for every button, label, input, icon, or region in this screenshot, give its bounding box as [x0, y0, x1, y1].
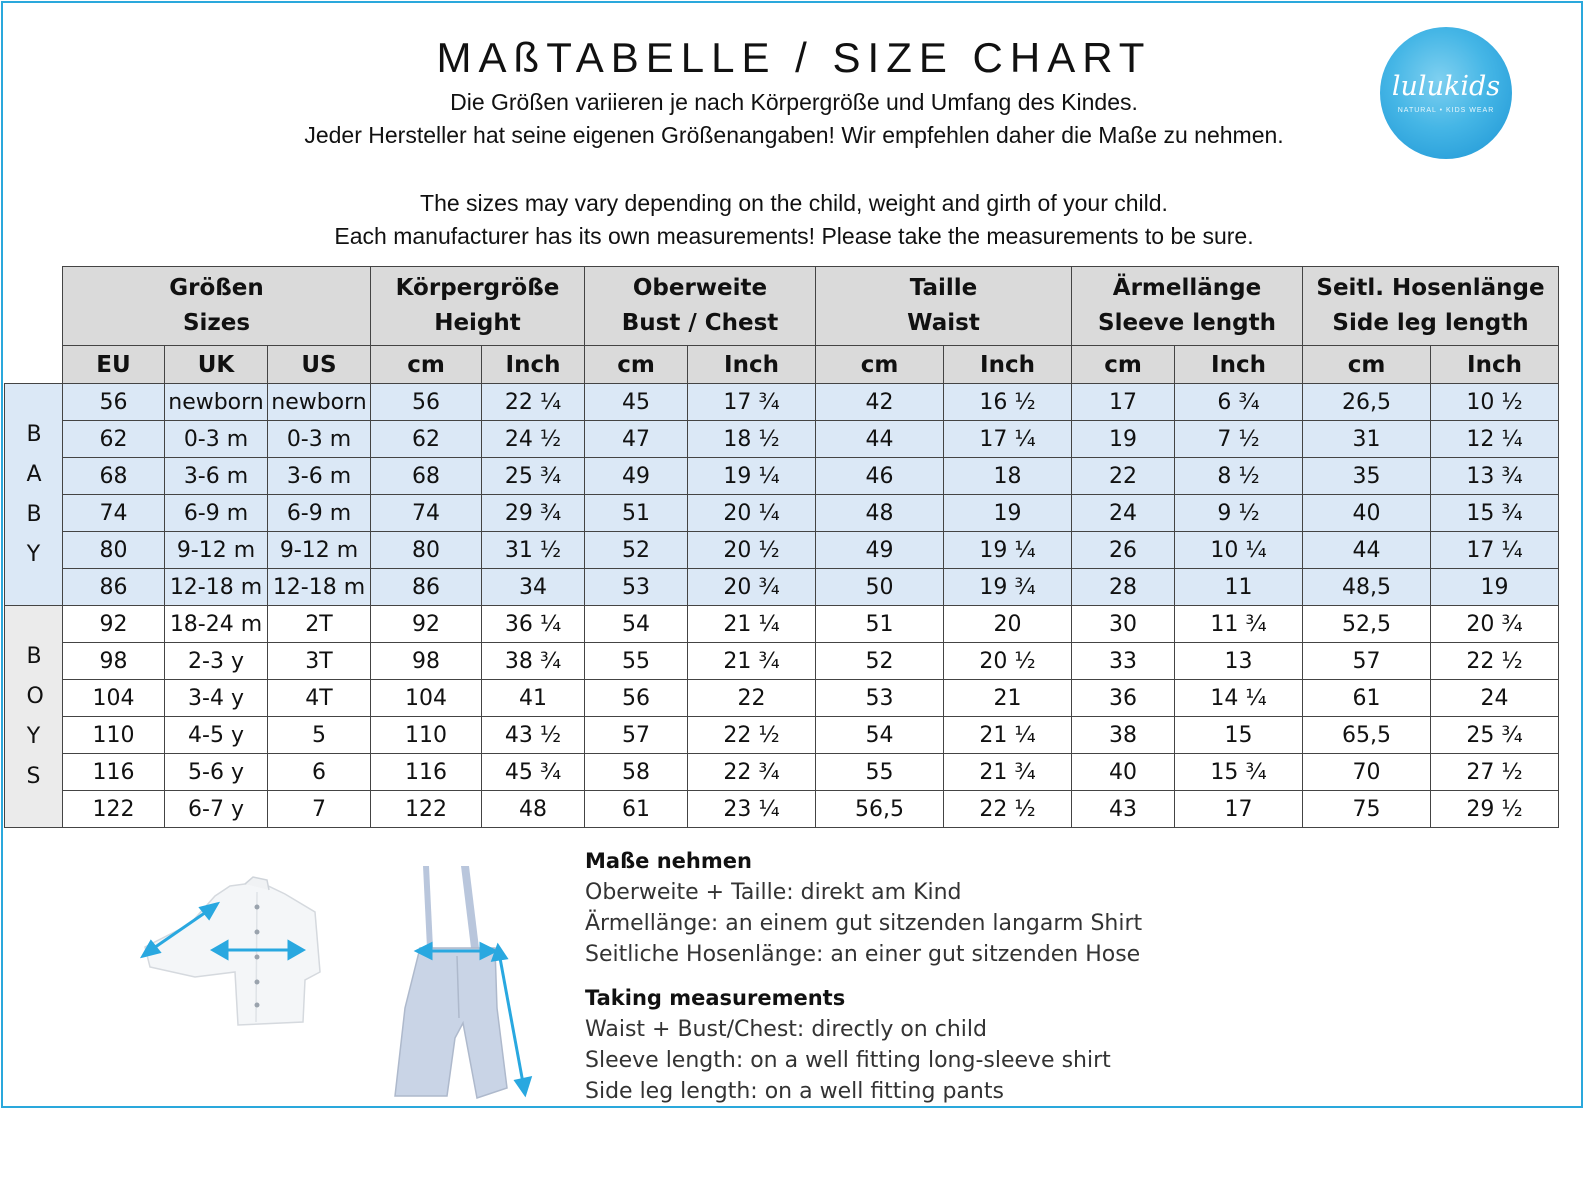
table-cell: 25 ¾ [1431, 717, 1559, 754]
unit-header-cell: UK [165, 346, 268, 384]
german-note-line-1: Die Größen variieren je nach Körpergröße und Umfang des Kindes. [450, 89, 1138, 115]
table-cell: 20 ½ [688, 532, 816, 569]
notes-german-line: Ärmellänge: an einem gut sitzenden langarm Shirt [585, 911, 1143, 936]
table-cell: 110 [371, 717, 482, 754]
table-cell: 27 ½ [1431, 754, 1559, 791]
table-cell: 3-6 m [268, 458, 371, 495]
table-cell: 12-18 m [165, 569, 268, 606]
table-cell: 21 ¾ [944, 754, 1072, 791]
table-cell: 31 ½ [482, 532, 585, 569]
table-cell: 52 [816, 643, 944, 680]
table-cell: 29 ¾ [482, 495, 585, 532]
unit-header-cell: cm [816, 346, 944, 384]
table-cell: 38 [1072, 717, 1175, 754]
unit-header-cell: EU [63, 346, 165, 384]
table-cell: 53 [585, 569, 688, 606]
table-cell: 44 [1303, 532, 1431, 569]
table-cell: 6-7 y [165, 791, 268, 828]
header-waist: Taille Waist [816, 267, 1072, 346]
group-label-text: B O Y S [26, 643, 44, 789]
table-row [5, 421, 1559, 458]
table-cell: 40 [1072, 754, 1175, 791]
header-bust: Oberweite Bust / Chest [585, 267, 816, 346]
table-cell: 38 ¾ [482, 643, 585, 680]
table-cell: 56,5 [816, 791, 944, 828]
table-cell: 33 [1072, 643, 1175, 680]
table-row [5, 532, 1559, 569]
table-cell: 104 [63, 680, 165, 717]
table-cell: 56 [371, 384, 482, 421]
table-cell: 9-12 m [268, 532, 371, 569]
table-cell: 57 [1303, 643, 1431, 680]
table-row [5, 717, 1559, 754]
brand-logo [1380, 27, 1512, 159]
table-cell: 0-3 m [268, 421, 371, 458]
table-cell: 3-4 y [165, 680, 268, 717]
table-cell: 7 [268, 791, 371, 828]
table-cell: 2-3 y [165, 643, 268, 680]
german-note-line-2: Jeder Hersteller hat seine eigenen Größenangaben! Wir empfehlen daher die Maße zu nehmen. [304, 122, 1284, 148]
table-cell: 5-6 y [165, 754, 268, 791]
table-cell: 12-18 m [268, 569, 371, 606]
table-row [5, 458, 1559, 495]
table-cell: 36 ¼ [482, 606, 585, 643]
table-cell: 13 ¾ [1431, 458, 1559, 495]
table-cell: 41 [482, 680, 585, 717]
table-cell: 110 [63, 717, 165, 754]
table-cell: 18 ½ [688, 421, 816, 458]
table-cell: 16 ½ [944, 384, 1072, 421]
table-cell: 80 [371, 532, 482, 569]
table-cell: 4-5 y [165, 717, 268, 754]
notes-english-line: Side leg length: on a well fitting pants [585, 1079, 1004, 1104]
group-label [5, 606, 63, 828]
table-cell: 17 ¼ [944, 421, 1072, 458]
table-cell: 30 [1072, 606, 1175, 643]
table-cell: 29 ½ [1431, 791, 1559, 828]
table-cell: 4T [268, 680, 371, 717]
table-cell: 28 [1072, 569, 1175, 606]
table-cell: 24 [1431, 680, 1559, 717]
table-cell: 122 [371, 791, 482, 828]
table-cell: 9-12 m [165, 532, 268, 569]
size-chart-table [4, 266, 1559, 828]
table-row [5, 754, 1559, 791]
table-cell: 116 [371, 754, 482, 791]
notes-english-line: Sleeve length: on a well fitting long-sleeve shirt [585, 1048, 1111, 1073]
table-cell: 74 [63, 495, 165, 532]
table-cell: 80 [63, 532, 165, 569]
table-cell: 86 [371, 569, 482, 606]
table-cell: 62 [63, 421, 165, 458]
header-sizes: Größen Sizes [63, 267, 371, 346]
table-cell: 43 ½ [482, 717, 585, 754]
table-cell: 17 ¼ [1431, 532, 1559, 569]
table-cell: 49 [585, 458, 688, 495]
table-cell: 36 [1072, 680, 1175, 717]
table-cell: 15 [1175, 717, 1303, 754]
table-cell: 19 ¼ [688, 458, 816, 495]
table-cell: 7 ½ [1175, 421, 1303, 458]
notes-german-line: Seitliche Hosenlänge: an einer gut sitzenden Hose [585, 942, 1141, 967]
table-cell: 8 ½ [1175, 458, 1303, 495]
table-cell: 65,5 [1303, 717, 1431, 754]
page-title: MAßTABELLE / SIZE CHART [436, 34, 1152, 81]
table-cell: 20 ¾ [688, 569, 816, 606]
unit-header-cell: cm [1072, 346, 1175, 384]
table-cell: 11 [1175, 569, 1303, 606]
table-cell: 19 ¾ [944, 569, 1072, 606]
table-cell: 52,5 [1303, 606, 1431, 643]
table-cell: 56 [585, 680, 688, 717]
table-cell: 20 ½ [944, 643, 1072, 680]
notes-german-heading: Maße nehmen [585, 849, 752, 873]
table-cell: 35 [1303, 458, 1431, 495]
unit-header-cell: cm [371, 346, 482, 384]
notes-german-line: Oberweite + Taille: direkt am Kind [585, 880, 962, 905]
table-cell: 74 [371, 495, 482, 532]
table-cell: 6-9 m [165, 495, 268, 532]
notes-english-line: Waist + Bust/Chest: directly on child [585, 1017, 987, 1042]
group-header-row [5, 267, 1559, 346]
table-cell: 40 [1303, 495, 1431, 532]
table-cell: 19 [1431, 569, 1559, 606]
table-cell: 20 [944, 606, 1072, 643]
english-note-line-1: The sizes may vary depending on the child, weight and girth of your child. [420, 190, 1168, 216]
shirt-illustration [135, 872, 335, 1037]
table-cell: 75 [1303, 791, 1431, 828]
table-cell: 6 [268, 754, 371, 791]
table-cell: 54 [816, 717, 944, 754]
table-cell: 19 ¼ [944, 532, 1072, 569]
table-cell: 45 [585, 384, 688, 421]
unit-header-cell: cm [1303, 346, 1431, 384]
table-cell: 10 ¼ [1175, 532, 1303, 569]
english-note-line-2: Each manufacturer has its own measurements! Please take the measurements to be sure. [334, 223, 1254, 249]
size-rows [5, 384, 1559, 828]
table-cell: newborn [268, 384, 371, 421]
table-cell: 22 ¾ [688, 754, 816, 791]
table-cell: 116 [63, 754, 165, 791]
table-cell: 46 [816, 458, 944, 495]
pants-illustration [385, 858, 545, 1103]
table-cell: 24 [1072, 495, 1175, 532]
table-cell: 12 ¼ [1431, 421, 1559, 458]
table-cell: 22 ½ [1431, 643, 1559, 680]
table-cell: newborn [165, 384, 268, 421]
table-cell: 5 [268, 717, 371, 754]
table-cell: 34 [482, 569, 585, 606]
table-cell: 6-9 m [268, 495, 371, 532]
table-cell: 50 [816, 569, 944, 606]
table-cell: 104 [371, 680, 482, 717]
unit-header-cell: Inch [1175, 346, 1303, 384]
table-cell: 3-6 m [165, 458, 268, 495]
table-row [5, 680, 1559, 717]
table-cell: 31 [1303, 421, 1431, 458]
notes-english [585, 983, 1111, 1107]
table-cell: 22 [1072, 458, 1175, 495]
header-height: Körpergröße Height [371, 267, 585, 346]
table-row [5, 569, 1559, 606]
unit-header-cell: Inch [1431, 346, 1559, 384]
table-cell: 26 [1072, 532, 1175, 569]
table-row [5, 606, 1559, 643]
table-cell: 24 ½ [482, 421, 585, 458]
table-cell: 68 [371, 458, 482, 495]
table-cell: 51 [816, 606, 944, 643]
table-cell: 122 [63, 791, 165, 828]
table-cell: 68 [63, 458, 165, 495]
table-cell: 45 ¾ [482, 754, 585, 791]
table-cell: 6 ¾ [1175, 384, 1303, 421]
unit-header-row [5, 346, 1559, 384]
table-cell: 42 [816, 384, 944, 421]
table-cell: 22 ½ [688, 717, 816, 754]
table-cell: 22 [688, 680, 816, 717]
table-cell: 21 [944, 680, 1072, 717]
table-cell: 98 [63, 643, 165, 680]
table-cell: 17 ¾ [688, 384, 816, 421]
table-cell: 22 ½ [944, 791, 1072, 828]
table-cell: 98 [371, 643, 482, 680]
header-side-leg: Seitl. Hosenlänge Side leg length [1303, 267, 1559, 346]
table-cell: 48 [816, 495, 944, 532]
logo-tagline: NATURAL • KIDS WEAR [1397, 107, 1495, 114]
table-cell: 61 [585, 791, 688, 828]
table-cell: 48,5 [1303, 569, 1431, 606]
unit-header-cell: Inch [482, 346, 585, 384]
table-cell: 18-24 m [165, 606, 268, 643]
table-cell: 21 ¾ [688, 643, 816, 680]
unit-header-cell: Inch [944, 346, 1072, 384]
table-cell: 20 ¾ [1431, 606, 1559, 643]
table-cell: 53 [816, 680, 944, 717]
table-cell: 52 [585, 532, 688, 569]
table-cell: 9 ½ [1175, 495, 1303, 532]
table-cell: 56 [63, 384, 165, 421]
table-cell: 92 [63, 606, 165, 643]
table-cell: 15 ¾ [1431, 495, 1559, 532]
table-cell: 70 [1303, 754, 1431, 791]
table-row [5, 791, 1559, 828]
table-cell: 55 [585, 643, 688, 680]
table-cell: 61 [1303, 680, 1431, 717]
table-cell: 19 [1072, 421, 1175, 458]
table-cell: 21 ¼ [688, 606, 816, 643]
table-cell: 17 [1175, 791, 1303, 828]
table-cell: 62 [371, 421, 482, 458]
table-cell: 14 ¼ [1175, 680, 1303, 717]
unit-header-cell: Inch [688, 346, 816, 384]
table-cell: 17 [1072, 384, 1175, 421]
table-cell: 3T [268, 643, 371, 680]
notes-german [585, 846, 1142, 970]
table-row [5, 384, 1559, 421]
table-cell: 48 [482, 791, 585, 828]
corner-cell [5, 267, 63, 384]
group-label [5, 384, 63, 606]
table-cell: 18 [944, 458, 1072, 495]
table-cell: 21 ¼ [944, 717, 1072, 754]
header-sleeve: Ärmellänge Sleeve length [1072, 267, 1303, 346]
table-row [5, 495, 1559, 532]
table-cell: 10 ½ [1431, 384, 1559, 421]
table-cell: 11 ¾ [1175, 606, 1303, 643]
table-cell: 54 [585, 606, 688, 643]
table-cell: 44 [816, 421, 944, 458]
table-cell: 19 [944, 495, 1072, 532]
table-cell: 43 [1072, 791, 1175, 828]
table-cell: 23 ¼ [688, 791, 816, 828]
table-cell: 57 [585, 717, 688, 754]
table-cell: 26,5 [1303, 384, 1431, 421]
notes-english-heading: Taking measurements [585, 986, 846, 1010]
table-cell: 51 [585, 495, 688, 532]
group-label-text: B A B Y [26, 421, 42, 567]
table-cell: 58 [585, 754, 688, 791]
table-cell: 47 [585, 421, 688, 458]
table-cell: 15 ¾ [1175, 754, 1303, 791]
logo-wordmark: lulukids [1391, 71, 1501, 102]
table-cell: 49 [816, 532, 944, 569]
table-cell: 22 ¼ [482, 384, 585, 421]
table-cell: 2T [268, 606, 371, 643]
unit-header-cell: cm [585, 346, 688, 384]
unit-header-cell: US [268, 346, 371, 384]
table-cell: 0-3 m [165, 421, 268, 458]
table-cell: 25 ¾ [482, 458, 585, 495]
table-cell: 20 ¼ [688, 495, 816, 532]
table-cell: 92 [371, 606, 482, 643]
table-cell: 86 [63, 569, 165, 606]
table-cell: 55 [816, 754, 944, 791]
table-row [5, 643, 1559, 680]
table-cell: 13 [1175, 643, 1303, 680]
